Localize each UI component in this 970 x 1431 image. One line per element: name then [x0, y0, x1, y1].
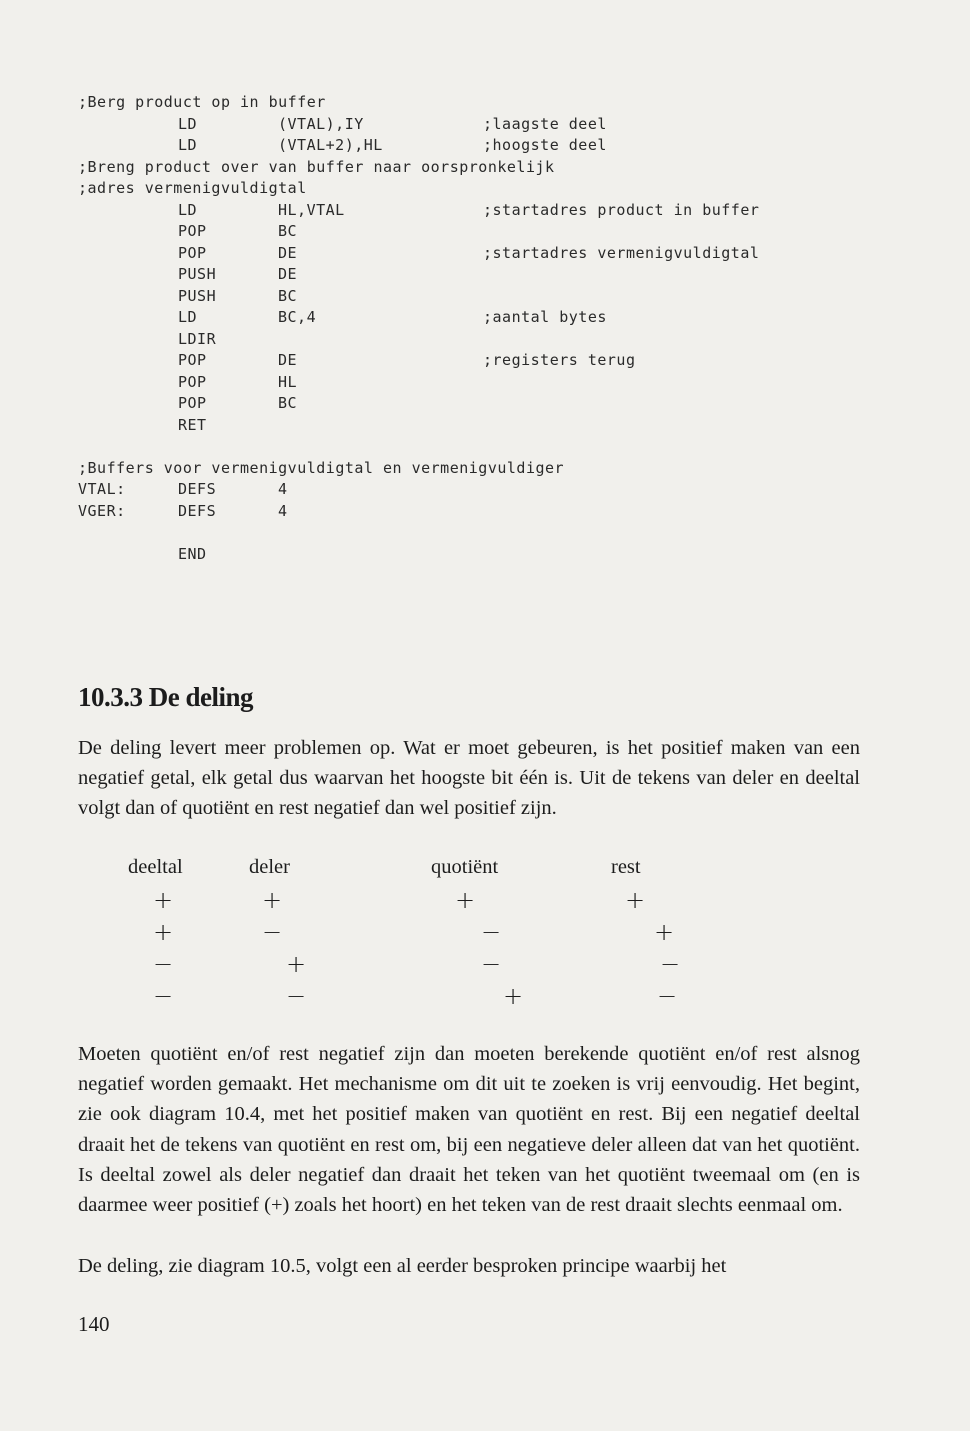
- section-heading: 10.3.3 De deling: [78, 682, 254, 712]
- header-rest: rest: [611, 856, 641, 878]
- header-quotient: quotiënt: [431, 856, 499, 878]
- cell-rest: +: [654, 918, 675, 946]
- book-page: ;Berg product op in buffer LD (VTAL),IY ;laagste deel LD (VTAL+2),HL ;hoogste deel ;Breng product over van buffer naar oorspronkelijk ;adres vermenigvuldigtal LD HL,VTAL ;startadres product in buffer POP BC POP DE ;startadres vermenigvuldigtal PUSH DE PUSH BC LD BC,4 ;aantal bytes LDIR POP DE ;registers terug POP HL POP BC RET ;Buffers voor vermenigvuldigtal en vermenigvuldiger VTAL: DEFS 4 VGER: DEFS 4 END 10.3.3 De deling De deling levert meer problemen op. Wat er moet gebeuren, is het positief maken van een negatief getal, elk getal dus waarvan het hoogste bit één is. Uit de tekens van deler en deeltal volgt dan of quotiënt en rest negatief dan wel positief zijn. deeltal deler quotiënt rest + + + + + − − + − + − − − − + − Moeten quotiënt en/of rest negatief zijn dan moeten berekende quotiënt en/of rest alsnog negatief worden gemaakt. Het mechanisme om dit uit te zoeken is vrij eenvoudig. Het begint, zie ook diagram 10.4, met het positief maken van quotiënt en rest. Bij een negatief deeltal draait het de tekens van quotiënt en rest om, bij een negatieve deler alleen dat van het quotiënt. Is deeltal zowel als deler negatief dan draait het teken van het quotiënt tweemaal om (en is daarmee weer positief (+) zoals het hoort) en het teken van de rest draait slechts eenmaal om. De deling, zie diagram 10.5, volgt een al eerder besproken principe waarbij het 140: [78, 93, 860, 1336]
- cell-deler: −: [262, 918, 283, 946]
- cell-quotient: +: [503, 982, 524, 1010]
- page-number: 140: [78, 1312, 110, 1336]
- paragraph-mechanism: Moeten quotiënt en/of rest negatief zijn dan moeten berekende quotiënt en/of rest alsnog negatief worden gemaakt. Het mechanisme om dit uit te zoeken is vrij eenvoudig. Het begint, zie ook diagram 10.4, met het positief maken van quotiënt en rest. Bij een negatief deeltal draait het de tekens van quotiënt en rest om, bij een negatieve deler alleen dat van het quotiënt. Is deeltal zowel als deler negatief dan draait het teken van het quotiënt tweemaal om (en is daarmee weer positief (+) zoals het hoort) en het teken van de rest draait slechts eenmaal om.: [78, 1043, 860, 1217]
- cell-rest: −: [657, 982, 678, 1010]
- paragraph-intro: De deling levert meer problemen op. Wat er moet gebeuren, is het positief maken van een negatief getal, elk getal dus waarvan het hoogste bit één is. Uit de tekens van deler en deeltal volgt dan of quotiënt en rest negatief dan wel positief zijn.: [78, 737, 860, 820]
- cell-deler: −: [286, 982, 307, 1010]
- cell-quotient: −: [481, 918, 502, 946]
- cell-quotient: +: [455, 886, 476, 914]
- cell-deeltal: +: [153, 886, 174, 914]
- cell-deler: +: [262, 886, 283, 914]
- cell-rest: −: [660, 950, 681, 978]
- cell-deeltal: +: [153, 918, 174, 946]
- cell-rest: +: [625, 886, 646, 914]
- cell-deeltal: −: [153, 982, 174, 1010]
- cell-deeltal: −: [153, 950, 174, 978]
- header-deeltal: deeltal: [128, 856, 183, 878]
- cell-quotient: −: [481, 950, 502, 978]
- paragraph-division: De deling, zie diagram 10.5, volgt een al eerder besproken principe waarbij het: [78, 1255, 727, 1277]
- header-deler: deler: [249, 856, 290, 878]
- cell-deler: +: [286, 950, 307, 978]
